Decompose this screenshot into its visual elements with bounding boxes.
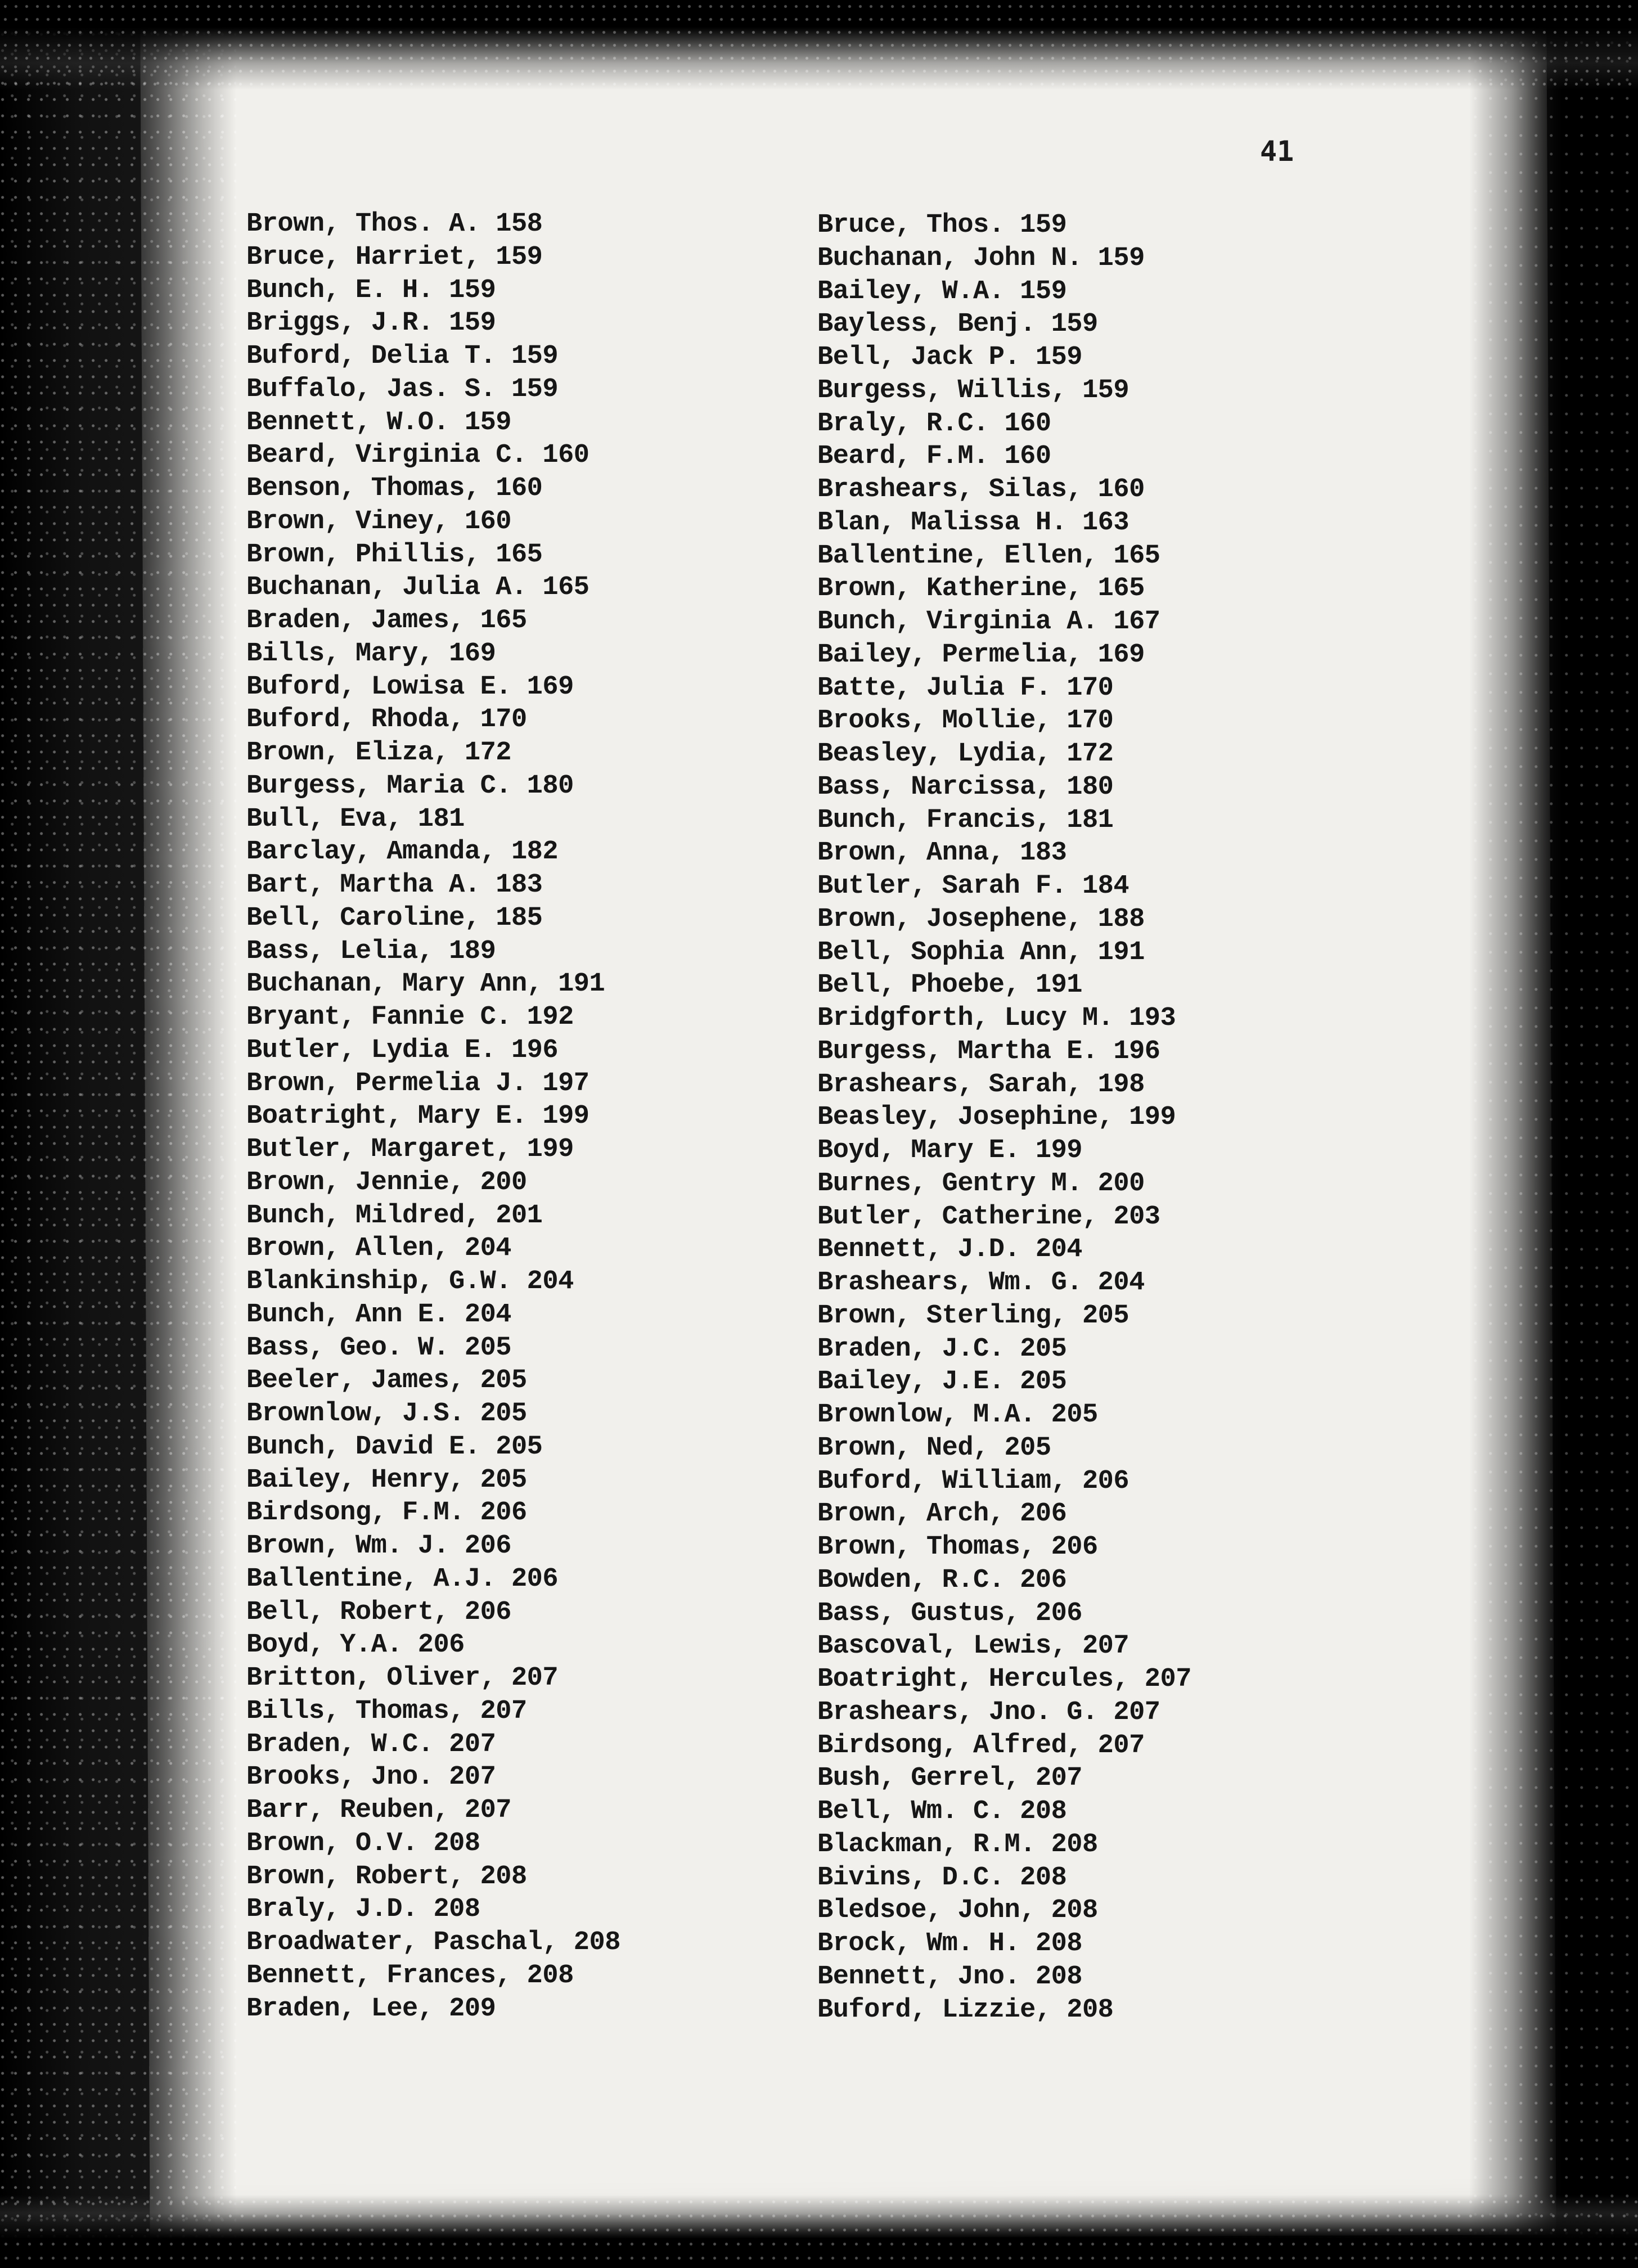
index-entry: Bunch, E. H. 159 <box>246 275 496 305</box>
index-entry: Brown, Arch, 206 <box>817 1499 1067 1529</box>
index-entry: Butler, Sarah F. 184 <box>817 871 1130 901</box>
index-entry: Bryant, Fannie C. 192 <box>246 1002 574 1032</box>
index-entry: Butler, Lydia E. 196 <box>246 1035 559 1065</box>
index-entry: Bass, Gustus, 206 <box>817 1598 1082 1628</box>
index-entry: Bell, Jack P. 159 <box>817 343 1082 372</box>
index-column-right <box>817 209 1191 2027</box>
index-entry: Bills, Mary, 169 <box>246 638 496 669</box>
index-entry: Beasley, Josephine, 199 <box>817 1102 1176 1133</box>
index-entry: Butler, Catherine, 203 <box>817 1202 1160 1232</box>
index-entry: Brown, Phillis, 165 <box>246 539 543 570</box>
index-entry: Blan, Malissa H. 163 <box>817 507 1130 538</box>
index-entry: Bowden, R.C. 206 <box>817 1565 1067 1595</box>
index-entry: Brown, Sterling, 205 <box>817 1300 1130 1331</box>
index-entry: Brashears, Jno. G. 207 <box>817 1697 1160 1727</box>
index-entry: Beeler, James, 205 <box>246 1366 527 1396</box>
index-entry: Benson, Thomas, 160 <box>246 474 543 503</box>
index-entry: Ballentine, Ellen, 165 <box>817 541 1160 571</box>
index-entry: Bailey, J.E. 205 <box>817 1367 1067 1397</box>
index-entry: Burgess, Maria C. 180 <box>246 771 574 801</box>
index-entry: Bills, Thomas, 207 <box>246 1696 527 1726</box>
index-entry: Brashears, Wm. G. 204 <box>817 1268 1145 1298</box>
index-entry: Bivins, D.C. 208 <box>817 1862 1067 1893</box>
index-entry: Bridgforth, Lucy M. 193 <box>817 1004 1176 1033</box>
index-entry: Bass, Lelia, 189 <box>246 936 496 966</box>
index-entry: Brown, O.V. 208 <box>246 1828 480 1858</box>
page-number: 41 <box>1260 135 1294 168</box>
index-entry: Brown, Viney, 160 <box>246 506 511 537</box>
index-entry: Ballentine, A.J. 206 <box>246 1564 559 1594</box>
index-entry: Buchanan, Julia A. 165 <box>246 573 590 603</box>
index-entry: Bledsoe, John, 208 <box>817 1896 1098 1926</box>
index-entry: Bennett, Jno. 208 <box>817 1961 1082 1992</box>
index-entry: Bass, Geo. W. 205 <box>246 1333 511 1363</box>
index-entry: Buchanan, Mary Ann, 191 <box>246 969 605 1000</box>
index-entry: Buford, Delia T. 159 <box>246 341 559 371</box>
index-entry: Birdsong, Alfred, 207 <box>817 1730 1145 1761</box>
index-entry: Brown, Katherine, 165 <box>817 574 1145 604</box>
index-entry: Bell, Robert, 206 <box>246 1597 511 1627</box>
index-entry: Bailey, Henry, 205 <box>246 1465 527 1495</box>
index-entry: Britton, Oliver, 207 <box>246 1663 559 1693</box>
index-entry: Bell, Caroline, 185 <box>246 903 543 933</box>
index-entry: Braly, R.C. 160 <box>817 408 1051 439</box>
index-entry: Bunch, Francis, 181 <box>817 805 1114 835</box>
index-entry: Brock, Wm. H. 208 <box>817 1929 1082 1959</box>
index-entry: Bush, Gerrel, 207 <box>817 1763 1082 1794</box>
index-entry: Brown, Josephene, 188 <box>817 904 1145 934</box>
index-entry: Bunch, Mildred, 201 <box>246 1200 543 1231</box>
index-entry: Bascoval, Lewis, 207 <box>817 1631 1130 1662</box>
index-entry: Brown, Robert, 208 <box>246 1861 527 1892</box>
index-entry: Bull, Eva, 181 <box>246 804 465 834</box>
index-entry: Brownlow, M.A. 205 <box>817 1400 1098 1430</box>
index-entry: Beasley, Lydia, 172 <box>817 739 1114 769</box>
index-entry: Brashears, Sarah, 198 <box>817 1069 1145 1100</box>
index-entry: Brooks, Jno. 207 <box>246 1762 496 1793</box>
index-entry: Broadwater, Paschal, 208 <box>246 1928 620 1958</box>
index-entry: Burnes, Gentry M. 200 <box>817 1168 1145 1199</box>
index-entry: Briggs, J.R. 159 <box>246 308 496 339</box>
index-entry: Brown, Eliza, 172 <box>246 738 511 768</box>
index-entry: Beard, F.M. 160 <box>817 442 1051 472</box>
index-entry: Birdsong, F.M. 206 <box>246 1498 527 1528</box>
index-entry: Bell, Phoebe, 191 <box>817 970 1082 1001</box>
index-entry: Braden, W.C. 207 <box>246 1729 496 1760</box>
index-entry: Braly, J.D. 208 <box>246 1894 480 1925</box>
index-entry: Bennett, J.D. 204 <box>817 1235 1082 1265</box>
index-entry: Brown, Thomas, 206 <box>817 1532 1098 1562</box>
index-entry: Brown, Wm. J. 206 <box>246 1531 511 1561</box>
index-entry: Bell, Sophia Ann, 191 <box>817 937 1145 968</box>
index-entry: Brown, Jennie, 200 <box>246 1167 527 1198</box>
index-entry: Bass, Narcissa, 180 <box>817 772 1114 802</box>
index-entry: Buford, Lowisa E. 169 <box>246 672 574 702</box>
index-entry: Brown, Thos. A. 158 <box>246 209 543 239</box>
index-entry: Brown, Ned, 205 <box>817 1433 1051 1463</box>
index-entry: Boyd, Y.A. 206 <box>246 1630 465 1660</box>
index-entry: Bunch, Virginia A. 167 <box>817 607 1160 637</box>
index-entry: Bennett, W.O. 159 <box>246 407 511 438</box>
index-entry: Bennett, Frances, 208 <box>246 1960 574 1991</box>
index-entry: Boatright, Mary E. 199 <box>246 1101 590 1132</box>
index-entry: Braden, Lee, 209 <box>246 1994 496 2024</box>
index-entry: Brown, Allen, 204 <box>246 1234 511 1264</box>
index-entry: Bruce, Thos. 159 <box>817 210 1067 240</box>
index-entry: Burgess, Martha E. 196 <box>817 1036 1160 1066</box>
index-entry: Buffalo, Jas. S. 159 <box>246 374 559 404</box>
index-entry: Butler, Margaret, 199 <box>246 1135 574 1164</box>
index-entry: Blankinship, G.W. 204 <box>246 1267 574 1297</box>
index-entry: Buford, Rhoda, 170 <box>246 705 527 735</box>
index-entry: Bell, Wm. C. 208 <box>817 1797 1067 1826</box>
index-entry: Braden, J.C. 205 <box>817 1334 1067 1364</box>
index-entry: Barclay, Amanda, 182 <box>246 837 559 867</box>
index-entry: Bunch, David E. 205 <box>246 1432 543 1462</box>
index-entry: Buford, William, 206 <box>817 1466 1130 1496</box>
index-entry: Bailey, W.A. 159 <box>817 276 1067 307</box>
index-entry: Buford, Lizzie, 208 <box>817 1995 1114 2025</box>
index-entry: Brownlow, J.S. 205 <box>246 1399 527 1429</box>
index-entry: Boyd, Mary E. 199 <box>817 1136 1082 1166</box>
index-column-left <box>246 208 620 2026</box>
index-entry: Batte, Julia F. 170 <box>817 673 1114 703</box>
index-entry: Blackman, R.M. 208 <box>817 1829 1098 1860</box>
index-entry: Beard, Virginia C. 160 <box>246 440 590 471</box>
index-entry: Boatright, Hercules, 207 <box>817 1664 1191 1694</box>
index-entry: Bailey, Permelia, 169 <box>817 640 1145 670</box>
index-entry: Burgess, Willis, 159 <box>817 375 1130 406</box>
index-entry: Buchanan, John N. 159 <box>817 243 1145 273</box>
index-entry: Brashears, Silas, 160 <box>817 475 1145 505</box>
index-entry: Brown, Anna, 183 <box>817 838 1067 868</box>
index-entry: Bruce, Harriet, 159 <box>246 242 543 272</box>
index-entry: Brown, Permelia J. 197 <box>246 1068 590 1099</box>
index-entry: Braden, James, 165 <box>246 606 527 636</box>
index-entry: Bunch, Ann E. 204 <box>246 1299 511 1330</box>
index-entry: Bart, Martha A. 183 <box>246 870 543 900</box>
index-entry: Bayless, Benj. 159 <box>817 309 1098 340</box>
index-entry: Brooks, Mollie, 170 <box>817 706 1114 736</box>
index-entry: Barr, Reuben, 207 <box>246 1796 511 1825</box>
